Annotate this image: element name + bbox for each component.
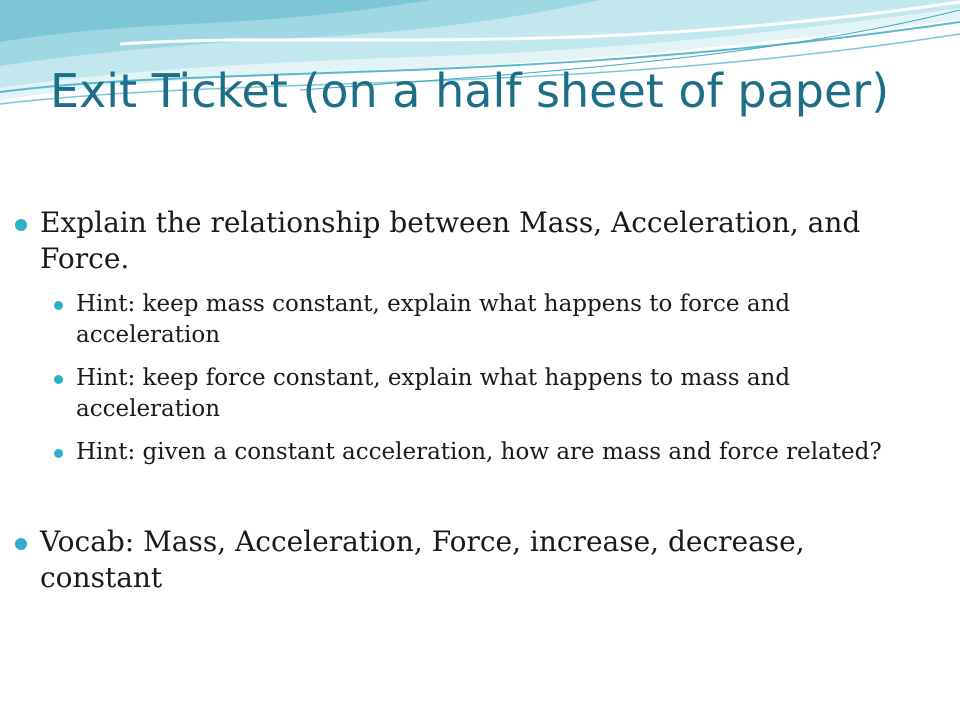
bullet-dot-icon [54, 301, 63, 310]
hint-force-constant [14, 363, 914, 425]
bullet-relationship-text: Explain the relationship between Mass, Acceleration, and Force. [40, 206, 861, 275]
hint-acceleration-constant [14, 437, 914, 468]
bullet-vocab-text: Vocab: Mass, Acceleration, Force, increase, decrease, constant [40, 525, 805, 594]
slide-title: Exit Ticket (on a half sheet of paper) [50, 64, 890, 118]
bullet-dot-icon [15, 219, 27, 231]
hint-text: Hint: keep mass constant, explain what happens to force and acceleration [76, 291, 791, 348]
slide-body [14, 205, 914, 596]
bullet-dot-icon [54, 375, 63, 384]
bullet-vocab [14, 524, 914, 596]
hint-text: Hint: given a constant acceleration, how are mass and force related? [76, 439, 882, 465]
hint-text: Hint: keep force constant, explain what happens to mass and acceleration [76, 365, 791, 422]
bullet-dot-icon [15, 538, 27, 550]
bullet-relationship [14, 205, 914, 277]
hint-mass-constant [14, 289, 914, 351]
bullet-dot-icon [54, 449, 63, 458]
